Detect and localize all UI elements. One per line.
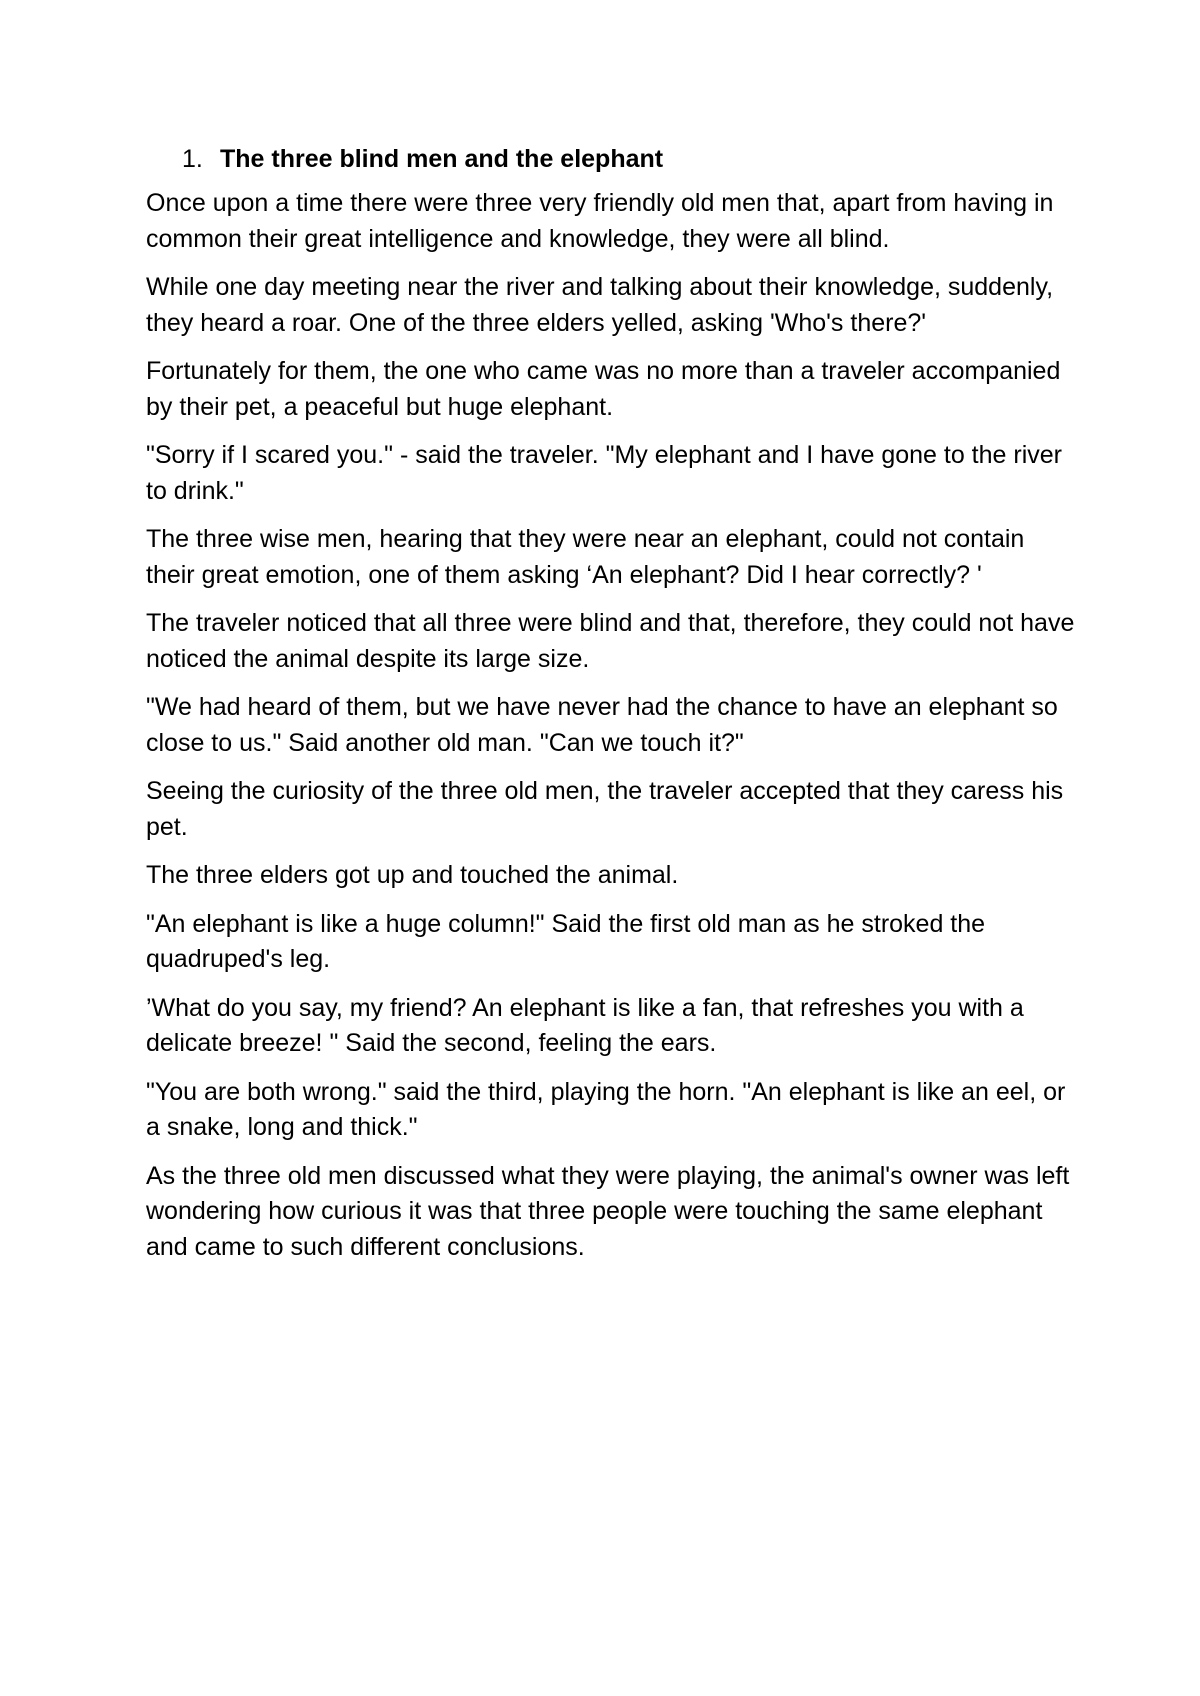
paragraph: Once upon a time there were three very friendly old men that, apart from having in common their great intelligence and knowledge, they were all blind. <box>146 189 1054 253</box>
paragraph: ’What do you say, my friend? An elephant is like a fan, that refreshes you with a delicate breeze! " Said the second, feeling the ears. <box>146 993 1024 1057</box>
story-heading <box>182 141 1076 177</box>
paragraph: As the three old men discussed what they were playing, the animal's owner was left wondering how curious it was that three people were touching the same elephant and came to such different conclusions. <box>146 1161 1070 1261</box>
paragraph: Fortunately for them, the one who came was no more than a traveler accompanied by their pet, a peaceful but huge elephant. <box>146 357 1061 421</box>
paragraph: "Sorry if I scared you." - said the traveler. "My elephant and I have gone to the river to drink." <box>146 441 1062 505</box>
story-title: The three blind men and the elephant <box>220 145 664 173</box>
heading-number: 1. <box>182 145 203 173</box>
paragraph: "An elephant is like a huge column!" Said the first old man as he stroked the quadruped's leg. <box>146 909 986 973</box>
paragraph: While one day meeting near the river and talking about their knowledge, suddenly, they heard a roar. One of the three elders yelled, asking 'Who's there?' <box>146 273 1054 337</box>
paragraph: "You are both wrong." said the third, playing the horn. "An elephant is like an eel, or a snake, long and thick." <box>146 1077 1066 1141</box>
paragraph: The traveler noticed that all three were blind and that, therefore, they could not have noticed the animal despite its large size. <box>146 609 1075 673</box>
paragraph: "We had heard of them, but we have never had the chance to have an elephant so close to us." Said another old man. "Can we touch it?" <box>146 693 1058 757</box>
document-body <box>146 141 1076 1278</box>
paragraph: The three wise men, hearing that they were near an elephant, could not contain their great emotion, one of them asking ‘An elephant? Did I hear correctly? ' <box>146 525 1025 589</box>
paragraph: Seeing the curiosity of the three old men, the traveler accepted that they caress his pet. <box>146 777 1064 841</box>
paragraph: The three elders got up and touched the animal. <box>146 861 679 889</box>
